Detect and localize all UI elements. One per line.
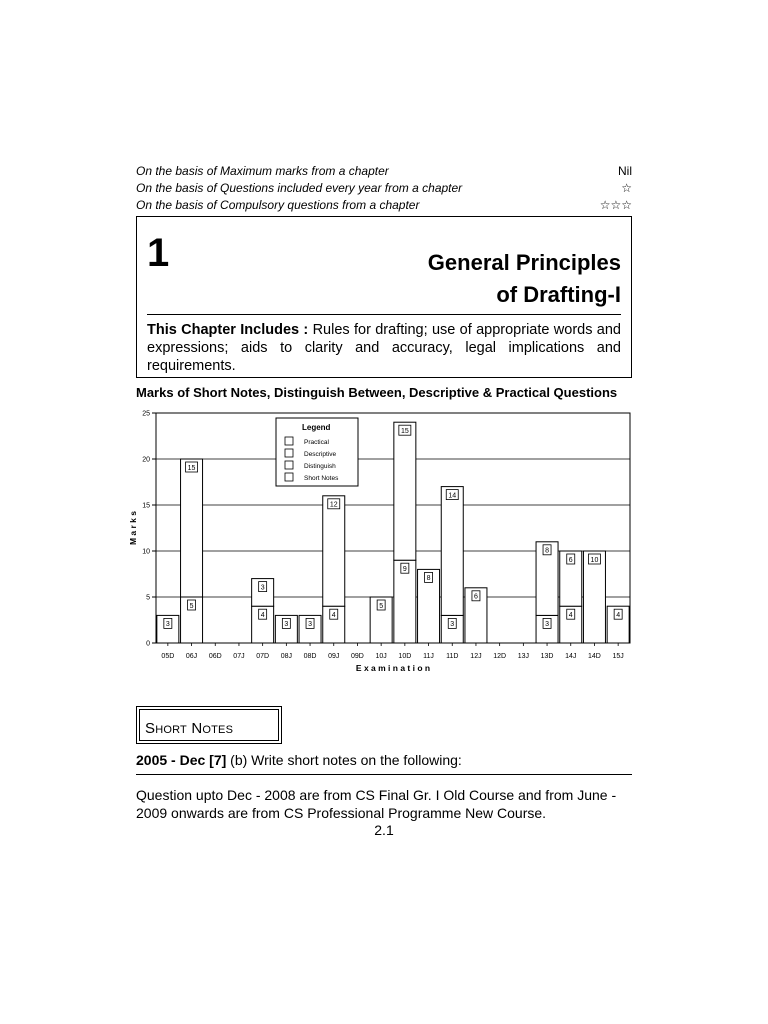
bar-value-label: 3 [545, 621, 550, 629]
x-tick-label: 12D [493, 653, 507, 660]
y-tick-label: 15 [142, 502, 150, 510]
bar-segment [323, 496, 345, 606]
short-notes-heading: Short Notes [145, 720, 234, 737]
bar-value-label: 3 [450, 621, 455, 629]
x-tick-label: 15J [612, 653, 624, 660]
x-tick-label: 08D [303, 653, 317, 660]
x-tick-label: 09D [351, 653, 364, 660]
x-tick-label: 14J [565, 653, 577, 660]
legend-title: Legend [302, 423, 331, 432]
bar-value-label: 10 [590, 556, 599, 564]
chapter-title-line2: of Drafting-I [496, 282, 621, 307]
x-tick-label: 10J [375, 653, 387, 660]
basis-value: ☆☆☆ [599, 197, 632, 212]
x-tick-label: 06D [208, 653, 222, 660]
bar-value-label: 5 [189, 602, 194, 610]
x-tick-label: 05D [161, 653, 175, 660]
basis-label: On the basis of Questions included every year from a chapter [136, 180, 463, 195]
legend-entry: Practical [304, 439, 329, 446]
bar-value-label: 4 [331, 612, 336, 619]
x-axis-label: E x a m i n a t i o n [355, 663, 431, 673]
x-tick-label: 07J [233, 653, 245, 660]
x-tick-label: 11J [423, 653, 434, 660]
question-label: 2005 - Dec [7] [136, 752, 227, 768]
y-tick-label: 5 [146, 594, 150, 602]
x-tick-label: 14D [588, 653, 601, 660]
x-tick-label: 13J [517, 653, 529, 660]
bar-segment [441, 487, 463, 616]
basis-value: ☆ [621, 180, 632, 195]
x-tick-label: 08J [280, 653, 292, 660]
legend-entry: Short Notes [304, 475, 339, 482]
legend-swatch [285, 437, 293, 445]
y-tick-label: 10 [142, 548, 150, 556]
chapter-includes-text: Rules for drafting; use of appropriate words and expressions; aids to clarity and accuracy, legal implications and requirements. [147, 322, 621, 374]
legend-swatch [285, 461, 293, 469]
bar-value-label: 3 [308, 621, 313, 629]
x-tick-label: 07D [256, 653, 270, 660]
bar-value-label: 8 [545, 547, 550, 555]
bar-value-label: 15 [400, 428, 409, 435]
question-text: (b) Write short notes on the following: [226, 752, 462, 768]
bar-value-label: 6 [568, 556, 573, 564]
question-line [136, 752, 636, 768]
bar-value-label: 8 [426, 575, 431, 583]
legend-entry: Descriptive [304, 451, 337, 458]
bar-value-label: 4 [260, 612, 265, 619]
bar-value-label: 3 [260, 584, 265, 592]
y-tick-label: 25 [142, 410, 150, 418]
x-tick-label: 12J [470, 653, 482, 660]
x-tick-label: 11D [446, 653, 459, 660]
x-tick-label: 13D [540, 653, 554, 660]
bar-value-label: 6 [473, 593, 478, 601]
bar-value-label: 4 [568, 612, 573, 619]
legend-swatch [285, 449, 293, 457]
bar-value-label: 3 [284, 621, 289, 629]
footnote: Question upto Dec - 2008 are from CS Final Gr. I Old Course and from June - 2009 onwards are from CS Professional Programme New Course. [136, 787, 617, 821]
bar-segment [181, 459, 203, 597]
chapter-number: 1 [147, 231, 170, 275]
bar-segment [583, 551, 605, 643]
legend-swatch [285, 473, 293, 481]
bar-value-label: 4 [616, 612, 621, 619]
y-tick-label: 0 [146, 640, 150, 648]
bar-value-label: 9 [402, 566, 407, 573]
x-tick-label: 09J [328, 653, 340, 660]
basis-value: Nil [618, 163, 632, 178]
bar-segment [394, 422, 416, 560]
basis-label: On the basis of Maximum marks from a chapter [136, 163, 389, 178]
bar-value-label: 5 [379, 602, 384, 610]
page-number: 2.1 [374, 822, 394, 838]
y-axis-label: M a r k s [128, 510, 138, 546]
chapter-title-line1: General Principles [427, 250, 621, 275]
bar-value-label: 12 [329, 501, 338, 509]
chart-title: Marks of Short Notes, Distinguish Between, Descriptive & Practical Questions [136, 385, 618, 400]
bar-value-label: 14 [448, 492, 457, 500]
footnote-divider [136, 774, 632, 775]
x-tick-label: 10D [398, 653, 412, 660]
x-tick-label: 06J [185, 653, 198, 660]
bar-value-label: 3 [165, 621, 170, 629]
short-notes-heading-box [136, 706, 282, 744]
basis-label: On the basis of Compulsory questions from a chapter [136, 197, 420, 212]
chart-plot-area [156, 413, 630, 643]
y-tick-label: 20 [142, 456, 150, 464]
bar-value-label: 15 [187, 464, 196, 472]
chapter-includes-label: This Chapter Includes : [147, 322, 309, 338]
legend-entry: Distinguish [304, 463, 336, 470]
